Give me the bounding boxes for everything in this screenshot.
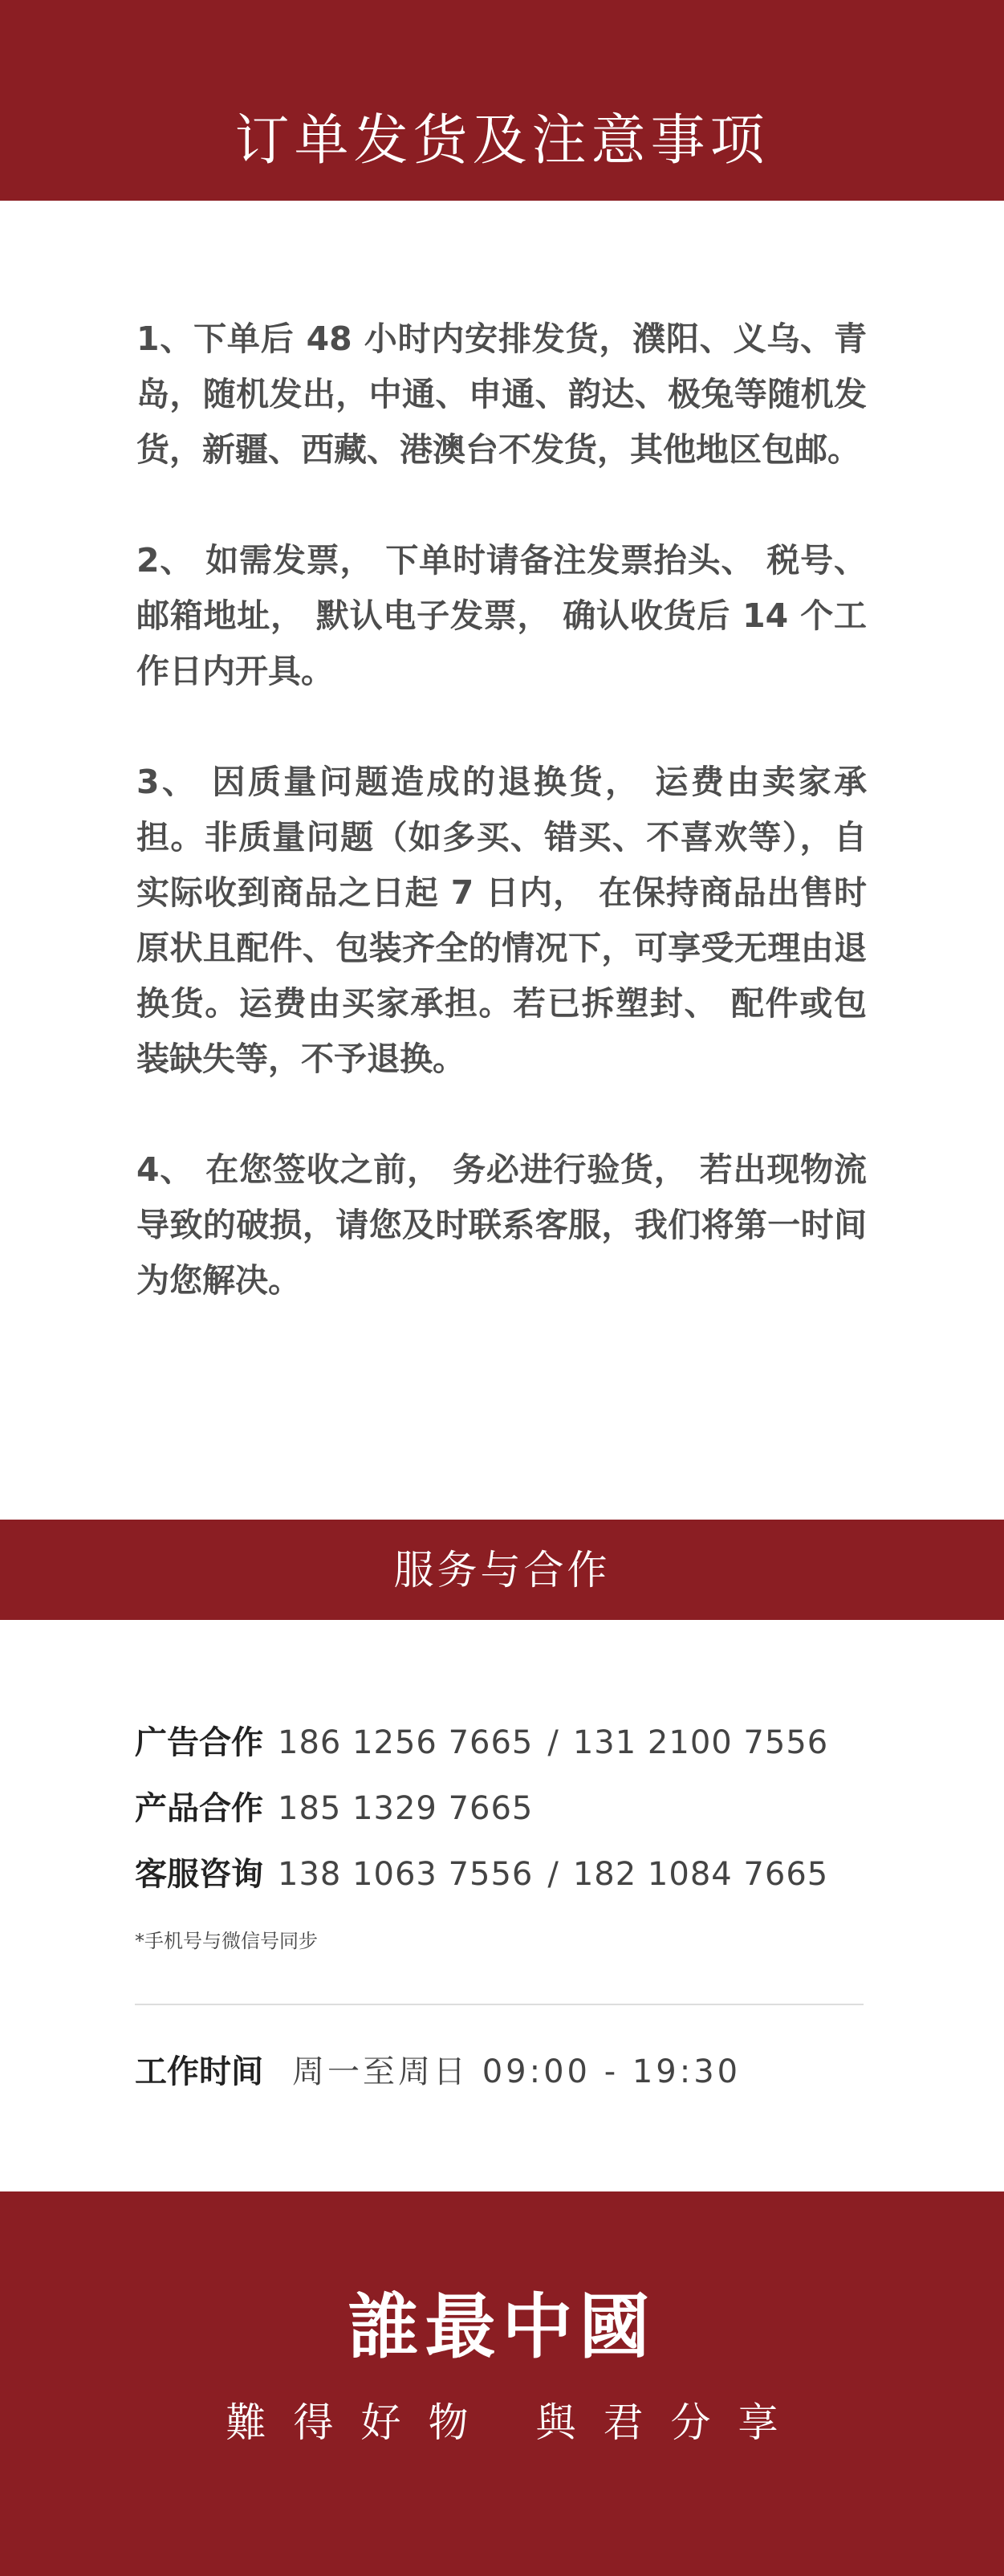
hours-label: 工作时间 xyxy=(135,2053,263,2090)
separator: / xyxy=(547,1856,559,1893)
contact-label-product: 产品合作 xyxy=(135,1790,263,1827)
working-hours xyxy=(135,2039,741,2105)
contact-label-ad: 广告合作 xyxy=(135,1724,263,1761)
contact-phone: 185 1329 7665 xyxy=(278,1790,534,1827)
brand-slogan: 難得好物 與君分享 xyxy=(226,2399,806,2446)
note-returns: 3、 因质量问题造成的退换货， 运费由卖家承担。非质量问题（如多买、错买、不喜欢等），自实际收到商品之日起 7 日内， 在保持商品出售时原状且配件、包装齐全的情况下，可享受无理由退换货。运费由买家承担。若已拆塑封、 配件或包装缺失等，不予退换。 xyxy=(136,763,867,1078)
contact-product-row xyxy=(135,1776,873,1841)
header-banner xyxy=(0,0,1004,201)
wechat-footnote: *手机号与微信号同步 xyxy=(135,1930,318,1952)
separator: / xyxy=(547,1724,559,1761)
page-title: 订单发货及注意事项 xyxy=(234,108,770,173)
contact-phone: 186 1256 7665 xyxy=(278,1724,534,1761)
footer-banner xyxy=(0,2191,1004,2576)
contact-phone: 138 1063 7556 xyxy=(278,1856,534,1893)
brand-logo: 誰最中國 xyxy=(348,2285,656,2368)
contact-label-support: 客服咨询 xyxy=(135,1856,263,1893)
service-title: 服务与合作 xyxy=(393,1547,611,1593)
notes-list xyxy=(136,311,867,1364)
note-invoice: 2、 如需发票， 下单时请备注发票抬头、 税号、 邮箱地址， 默认电子发票， 确认收货后 14 个工作日内开具。 xyxy=(136,541,867,690)
contact-phone: 182 1084 7665 xyxy=(572,1856,829,1893)
note-shipping: 1、下单后 48 小时内安排发货，濮阳、义乌、青岛，随机发出，中通、申通、韵达、极兔等随机发货，新疆、西藏、港澳台不发货，其他地区包邮。 xyxy=(136,319,867,469)
contact-ad-row xyxy=(135,1710,873,1776)
note-inspection: 4、 在您签收之前， 务必进行验货， 若出现物流导致的破损，请您及时联系客服，我们将第一时间为您解决。 xyxy=(136,1150,867,1300)
hours-value: 周一至周日 09:00 - 19:30 xyxy=(292,2053,742,2090)
service-banner xyxy=(0,1520,1004,1620)
contact-support-row xyxy=(135,1841,873,1907)
contact-phone: 131 2100 7556 xyxy=(572,1724,829,1761)
divider xyxy=(135,2004,864,2005)
